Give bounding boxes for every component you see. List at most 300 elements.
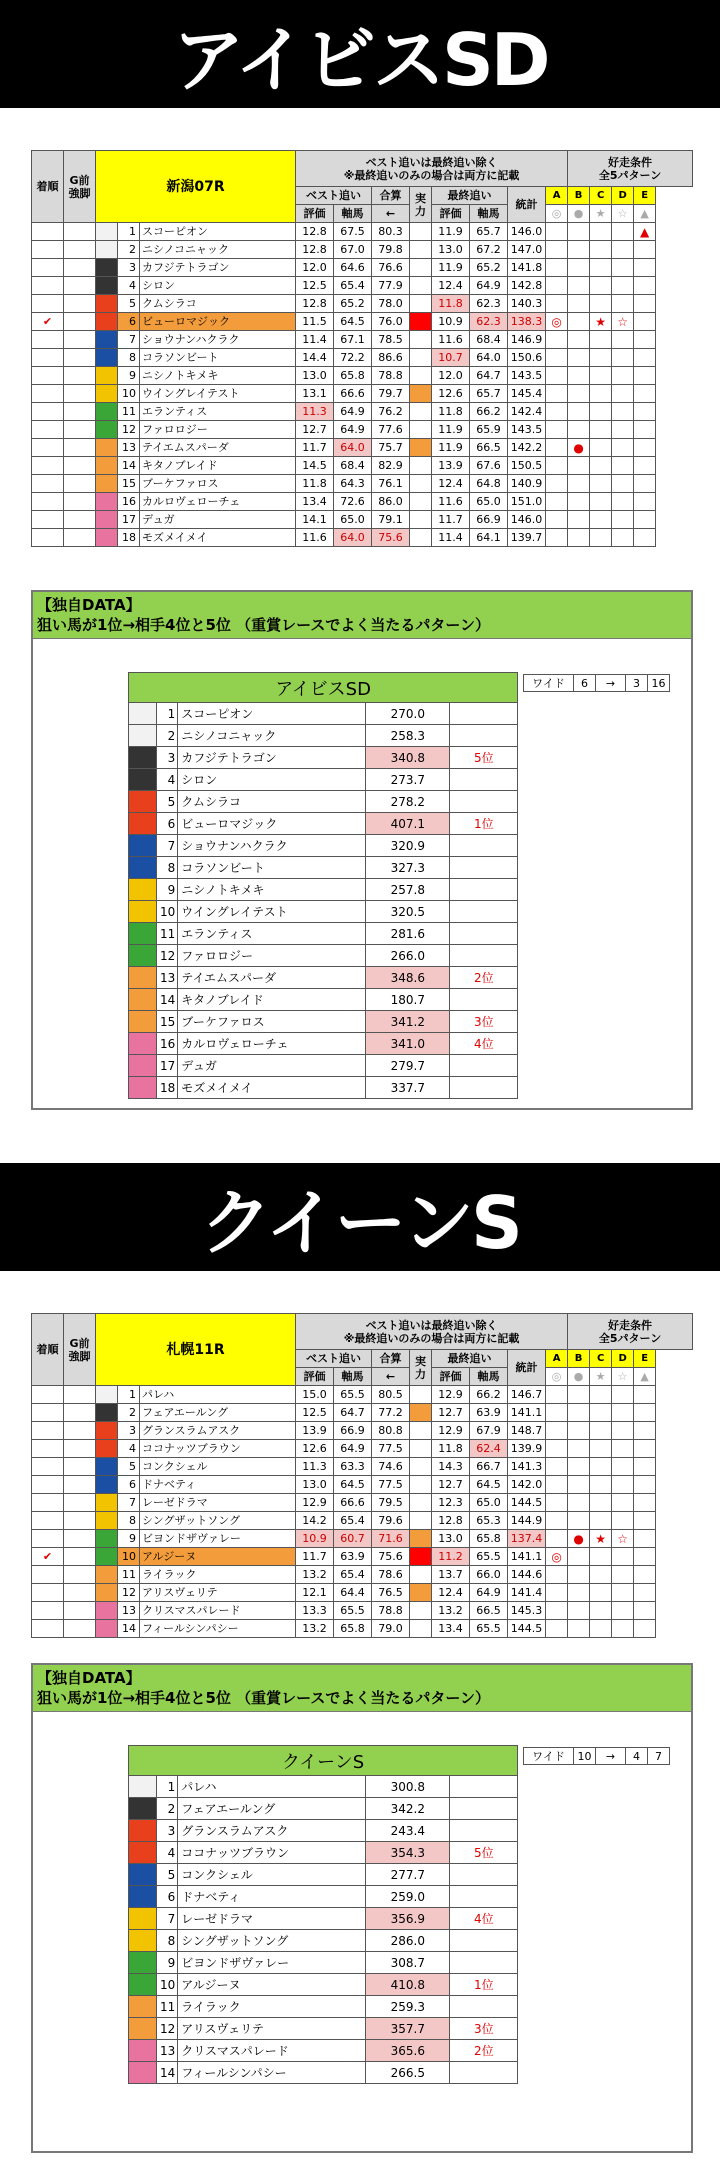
header-cond-b: B [568, 187, 590, 205]
ranking-row[interactable] [129, 2040, 518, 2062]
gate-color [96, 1530, 118, 1548]
horse-number: 18 [118, 529, 140, 547]
ranking-row[interactable] [129, 1974, 518, 1996]
g-cell [64, 1404, 96, 1422]
gate-color [96, 223, 118, 241]
horse-row[interactable] [32, 295, 693, 313]
value-h1: 15.0 [296, 1386, 334, 1404]
ranking-row[interactable] [129, 1908, 518, 1930]
horse-name: グランスラムアスク [140, 1422, 296, 1440]
cond-mark-e [634, 403, 656, 421]
horse-number: 15 [118, 475, 140, 493]
jitsu-cell [410, 1494, 432, 1512]
rank [450, 703, 518, 725]
value-j1: 65.2 [334, 295, 372, 313]
value-j2: 66.0 [470, 1566, 508, 1584]
header-cond-b: B [568, 1350, 590, 1368]
gate-color [96, 277, 118, 295]
jitsu-cell [410, 1602, 432, 1620]
score: 257.8 [366, 879, 450, 901]
finish-check [32, 1494, 64, 1512]
cond-mark-c [590, 1602, 612, 1620]
horse-row[interactable] [32, 1548, 693, 1566]
ranking-row[interactable] [129, 857, 518, 879]
cond-mark-e [634, 493, 656, 511]
g-cell [64, 241, 96, 259]
horse-name: ブーケファロス [140, 475, 296, 493]
g-cell [64, 1494, 96, 1512]
horse-name: シロン [178, 769, 366, 791]
horse-number: 5 [157, 1864, 178, 1886]
value-sum: 79.0 [372, 1620, 410, 1638]
value-sum: 78.8 [372, 1602, 410, 1620]
horse-row[interactable] [32, 367, 693, 385]
horse-name: モズメイメイ [140, 529, 296, 547]
value-h1: 13.4 [296, 493, 334, 511]
gate-color [96, 529, 118, 547]
horse-row[interactable] [32, 1530, 693, 1548]
header-cond-d: D [612, 187, 634, 205]
jitsu-cell [410, 295, 432, 313]
finish-check [32, 457, 64, 475]
cond-mark-b [568, 295, 590, 313]
cond-mark-a [546, 1494, 568, 1512]
cond-mark-a [546, 385, 568, 403]
finish-check [32, 1458, 64, 1476]
horse-name: レーゼドラマ [178, 1908, 366, 1930]
cond-mark-a [546, 1620, 568, 1638]
ranking-row[interactable] [129, 703, 518, 725]
rank [450, 1864, 518, 1886]
cond-mark-c [590, 385, 612, 403]
score: 354.3 [366, 1842, 450, 1864]
finish-check [32, 421, 64, 439]
race-banner-title: クイーンS [200, 1181, 520, 1265]
horse-row[interactable] [32, 493, 693, 511]
horse-name: フェアエールング [140, 1404, 296, 1422]
horse-number: 12 [118, 1584, 140, 1602]
gate-color [129, 2018, 157, 2040]
cond-mark-c [590, 1404, 612, 1422]
horse-table [31, 1313, 693, 1638]
value-j1: 64.0 [334, 529, 372, 547]
header-conditions [568, 1314, 693, 1350]
finish-check [32, 439, 64, 457]
header-cond-e: E [634, 1350, 656, 1368]
header-cond-icon: ● [568, 205, 590, 223]
cond-mark-b [568, 1458, 590, 1476]
value-sum: 75.7 [372, 439, 410, 457]
cond-mark-e [634, 295, 656, 313]
score: 259.0 [366, 1886, 450, 1908]
g-cell [64, 331, 96, 349]
ranking-row[interactable] [129, 2018, 518, 2040]
rank [450, 1886, 518, 1908]
horse-row[interactable] [32, 1602, 693, 1620]
value-h1: 11.3 [296, 403, 334, 421]
score: 266.0 [366, 945, 450, 967]
horse-row[interactable] [32, 403, 693, 421]
value-j1: 72.6 [334, 493, 372, 511]
ranking-row[interactable] [129, 2062, 518, 2084]
header-cond-title: 好走条件 [608, 1318, 653, 1332]
jitsu-cell [410, 1386, 432, 1404]
value-stat: 146.7 [508, 1386, 546, 1404]
value-h1: 12.9 [296, 1494, 334, 1512]
cond-mark-e [634, 1404, 656, 1422]
jitsu-cell [410, 1584, 432, 1602]
cond-mark-d [612, 367, 634, 385]
value-h2: 12.9 [432, 1386, 470, 1404]
gate-color [96, 367, 118, 385]
value-h1: 12.1 [296, 1584, 334, 1602]
header-cond-icon: ● [568, 1368, 590, 1386]
cond-mark-a [546, 1422, 568, 1440]
value-sum: 80.3 [372, 223, 410, 241]
cond-mark-c [590, 1458, 612, 1476]
ranking-row[interactable] [129, 1077, 518, 1099]
horse-row[interactable] [32, 1494, 693, 1512]
ranking-table [128, 1745, 518, 2084]
jitsu-cell [410, 313, 432, 331]
horse-row[interactable] [32, 241, 693, 259]
cond-mark-b [568, 529, 590, 547]
g-cell [64, 1440, 96, 1458]
header-best-label: ベスト追い [296, 1350, 372, 1368]
cond-mark-c [590, 1386, 612, 1404]
cond-mark-d [612, 1422, 634, 1440]
wide-b: 7 [648, 1748, 670, 1765]
horse-row[interactable] [32, 313, 693, 331]
horse-number: 8 [157, 857, 178, 879]
value-j2: 65.8 [470, 1530, 508, 1548]
g-cell [64, 403, 96, 421]
value-j1: 65.4 [334, 1566, 372, 1584]
value-h1: 12.7 [296, 421, 334, 439]
cond-mark-a [546, 1404, 568, 1422]
ranking-row[interactable] [129, 1952, 518, 1974]
horse-name: ウイングレイテスト [178, 901, 366, 923]
score: 308.7 [366, 1952, 450, 1974]
horse-number: 13 [157, 2040, 178, 2062]
data-box [31, 1663, 693, 2153]
horse-row[interactable] [32, 1584, 693, 1602]
value-h2: 13.7 [432, 1566, 470, 1584]
ranking-row[interactable] [129, 1055, 518, 1077]
gate-color [129, 967, 157, 989]
gate-color [129, 901, 157, 923]
jitsu-cell [410, 259, 432, 277]
ranking-row[interactable] [129, 967, 518, 989]
header-stats: 統計 [508, 187, 546, 223]
ranking-row[interactable] [129, 945, 518, 967]
value-h1: 11.6 [296, 529, 334, 547]
rank [450, 2062, 518, 2084]
ranking-row[interactable] [129, 813, 518, 835]
gate-color [96, 385, 118, 403]
horse-number: 1 [157, 703, 178, 725]
horse-row[interactable] [32, 223, 693, 241]
horse-number: 8 [118, 349, 140, 367]
value-h1: 11.3 [296, 1458, 334, 1476]
cond-mark-b [568, 1440, 590, 1458]
cond-mark-c [590, 367, 612, 385]
cond-mark-d [612, 511, 634, 529]
value-sum: 76.6 [372, 259, 410, 277]
jitsu-cell [410, 277, 432, 295]
horse-row[interactable] [32, 349, 693, 367]
horse-row[interactable] [32, 277, 693, 295]
header-cond-a: A [546, 1350, 568, 1368]
value-j2: 66.9 [470, 511, 508, 529]
ranking-row[interactable] [129, 1930, 518, 1952]
score: 279.7 [366, 1055, 450, 1077]
ranking-row[interactable] [129, 1864, 518, 1886]
value-h1: 11.7 [296, 439, 334, 457]
value-h2: 10.9 [432, 313, 470, 331]
value-stat: 138.3 [508, 313, 546, 331]
cond-mark-a [546, 349, 568, 367]
value-j1: 68.4 [334, 457, 372, 475]
cond-mark-e [634, 1476, 656, 1494]
cond-mark-a [546, 439, 568, 457]
ranking-row[interactable] [129, 1011, 518, 1033]
horse-row[interactable] [32, 529, 693, 547]
horse-row[interactable] [32, 1620, 693, 1638]
horse-number: 13 [157, 967, 178, 989]
ranking-row[interactable] [129, 1033, 518, 1055]
ranking-row[interactable] [129, 901, 518, 923]
cond-mark-a [546, 241, 568, 259]
cond-mark-e [634, 1512, 656, 1530]
g-cell [64, 421, 96, 439]
finish-check [32, 1584, 64, 1602]
horse-row[interactable] [32, 1404, 693, 1422]
header-jitsu: 実力 [410, 1350, 432, 1386]
gate-color [96, 313, 118, 331]
horse-name: ドナベティ [178, 1886, 366, 1908]
header-cond-d: D [612, 1350, 634, 1368]
wide-label: ワイド [524, 1748, 574, 1765]
horse-number: 8 [157, 1930, 178, 1952]
horse-number: 1 [157, 1776, 178, 1798]
ranking-row[interactable] [129, 923, 518, 945]
header-best-note-2: ※最終追いのみの場合は両方に記載 [343, 1331, 520, 1345]
horse-row[interactable] [32, 475, 693, 493]
gate-color [129, 1996, 157, 2018]
horse-row[interactable] [32, 1440, 693, 1458]
ranking-row[interactable] [129, 1842, 518, 1864]
gate-color [129, 813, 157, 835]
horse-name: パレハ [178, 1776, 366, 1798]
header-g: G前強脚 [64, 1314, 96, 1386]
gate-color [129, 725, 157, 747]
horse-number: 2 [157, 1798, 178, 1820]
cond-mark-d [612, 1458, 634, 1476]
ranking-row[interactable] [129, 1886, 518, 1908]
jitsu-cell [410, 439, 432, 457]
score: 286.0 [366, 1930, 450, 1952]
score: 258.3 [366, 725, 450, 747]
value-h2: 11.8 [432, 1440, 470, 1458]
rank [450, 1798, 518, 1820]
ranking-row[interactable] [129, 747, 518, 769]
g-cell [64, 1422, 96, 1440]
horse-number: 14 [157, 2062, 178, 2084]
ranking-row[interactable] [129, 989, 518, 1011]
wide-arrow: → [596, 675, 626, 692]
value-sum: 76.0 [372, 313, 410, 331]
horse-number: 18 [157, 1077, 178, 1099]
horse-row[interactable] [32, 1566, 693, 1584]
cond-mark-b [568, 403, 590, 421]
cond-mark-a [546, 1602, 568, 1620]
horse-name: ドナベティ [140, 1476, 296, 1494]
gate-color [129, 879, 157, 901]
horse-row[interactable] [32, 1458, 693, 1476]
value-j2: 64.5 [470, 1476, 508, 1494]
value-j2: 65.3 [470, 1512, 508, 1530]
horse-name: カルロヴェローチェ [140, 493, 296, 511]
value-stat: 140.9 [508, 475, 546, 493]
horse-row[interactable] [32, 511, 693, 529]
cond-mark-c [590, 403, 612, 421]
horse-row[interactable] [32, 1422, 693, 1440]
horse-number: 1 [118, 223, 140, 241]
cond-mark-a [546, 367, 568, 385]
ranking-row[interactable] [129, 1776, 518, 1798]
ranking-row[interactable] [129, 725, 518, 747]
value-j2: 65.2 [470, 259, 508, 277]
rank [450, 879, 518, 901]
horse-row[interactable] [32, 457, 693, 475]
horse-row[interactable] [32, 1476, 693, 1494]
horse-name: シングザットソング [140, 1512, 296, 1530]
ranking-row[interactable] [129, 791, 518, 813]
gate-color [129, 1864, 157, 1886]
value-h1: 11.5 [296, 313, 334, 331]
horse-number: 5 [157, 791, 178, 813]
value-j1: 72.2 [334, 349, 372, 367]
value-sum: 78.8 [372, 367, 410, 385]
horse-name: コラソンビート [178, 857, 366, 879]
finish-check [32, 1566, 64, 1584]
score: 348.6 [366, 967, 450, 989]
cond-mark-d [612, 259, 634, 277]
header-hyoka2: 評価 [432, 1368, 470, 1386]
g-cell [64, 1548, 96, 1566]
horse-row[interactable] [32, 259, 693, 277]
gate-color [129, 1842, 157, 1864]
horse-number: 5 [118, 295, 140, 313]
value-stat: 146.0 [508, 223, 546, 241]
wide-table [523, 1747, 670, 1765]
horse-number: 10 [118, 385, 140, 403]
horse-name: ショウナンハクラク [178, 835, 366, 857]
horse-name: ニシノトキメキ [178, 879, 366, 901]
header-cond-icon: ☆ [612, 205, 634, 223]
horse-row[interactable] [32, 1512, 693, 1530]
rank: 3位 [450, 2018, 518, 2040]
ranking-row[interactable] [129, 1996, 518, 2018]
value-sum: 77.6 [372, 421, 410, 439]
gate-color [96, 331, 118, 349]
horse-row[interactable] [32, 439, 693, 457]
cond-mark-d [612, 1548, 634, 1566]
horse-number: 2 [157, 725, 178, 747]
ranking-row[interactable] [129, 769, 518, 791]
rank: 2位 [450, 967, 518, 989]
value-j2: 65.0 [470, 1494, 508, 1512]
value-j2: 65.7 [470, 385, 508, 403]
horse-number: 11 [157, 1996, 178, 2018]
cond-mark-c: ★ [590, 313, 612, 331]
horse-name: ビヨンドザヴァレー [178, 1952, 366, 1974]
horse-name: モズメイメイ [178, 1077, 366, 1099]
gate-color [96, 1458, 118, 1476]
jitsu-cell [410, 1440, 432, 1458]
finish-check [32, 1440, 64, 1458]
data-box-title: 【独自DATA】 [37, 1669, 141, 1687]
ranking-row[interactable] [129, 835, 518, 857]
jitsu-cell [410, 1566, 432, 1584]
ranking-row[interactable] [129, 879, 518, 901]
data-box-subtitle: 狙い馬が1位→相手4位と5位 （重賞レースでよく当たるパターン） [37, 616, 491, 634]
g-cell [64, 1584, 96, 1602]
header-cond-icon: ★ [590, 1368, 612, 1386]
cond-mark-b [568, 349, 590, 367]
horse-number: 7 [157, 835, 178, 857]
cond-mark-a [546, 493, 568, 511]
horse-table [31, 150, 693, 547]
data-box-header [33, 1665, 691, 1712]
value-stat: 141.3 [508, 1458, 546, 1476]
header-total-label: 合算 [372, 187, 410, 205]
header-hyoka2: 評価 [432, 205, 470, 223]
horse-row[interactable] [32, 331, 693, 349]
value-h1: 12.8 [296, 241, 334, 259]
horse-row[interactable] [32, 421, 693, 439]
cond-mark-b [568, 1476, 590, 1494]
horse-row[interactable] [32, 385, 693, 403]
cond-mark-a: ◎ [546, 1548, 568, 1566]
finish-check [32, 295, 64, 313]
value-h2: 11.8 [432, 403, 470, 421]
ranking-row[interactable] [129, 1820, 518, 1842]
value-h1: 11.4 [296, 331, 334, 349]
horse-row[interactable] [32, 1386, 693, 1404]
value-sum: 80.5 [372, 1386, 410, 1404]
horse-name: テイエムスパーダ [140, 439, 296, 457]
value-sum: 78.6 [372, 1566, 410, 1584]
horse-number: 14 [157, 989, 178, 1011]
finish-check [32, 1404, 64, 1422]
ranking-row[interactable] [129, 1798, 518, 1820]
cond-mark-b [568, 241, 590, 259]
score: 320.5 [366, 901, 450, 923]
data-box-subtitle: 狙い馬が1位→相手4位と5位 （重賞レースでよく当たるパターン） [37, 1689, 491, 1707]
data-box-title: 【独自DATA】 [37, 596, 141, 614]
data-box [31, 590, 693, 1110]
cond-mark-e [634, 331, 656, 349]
cond-mark-b [568, 457, 590, 475]
header-cond-c: C [590, 1350, 612, 1368]
value-h1: 12.8 [296, 295, 334, 313]
value-h1: 13.0 [296, 1476, 334, 1494]
value-sum: 74.6 [372, 1458, 410, 1476]
value-j1: 65.5 [334, 1386, 372, 1404]
value-h2: 12.4 [432, 1584, 470, 1602]
